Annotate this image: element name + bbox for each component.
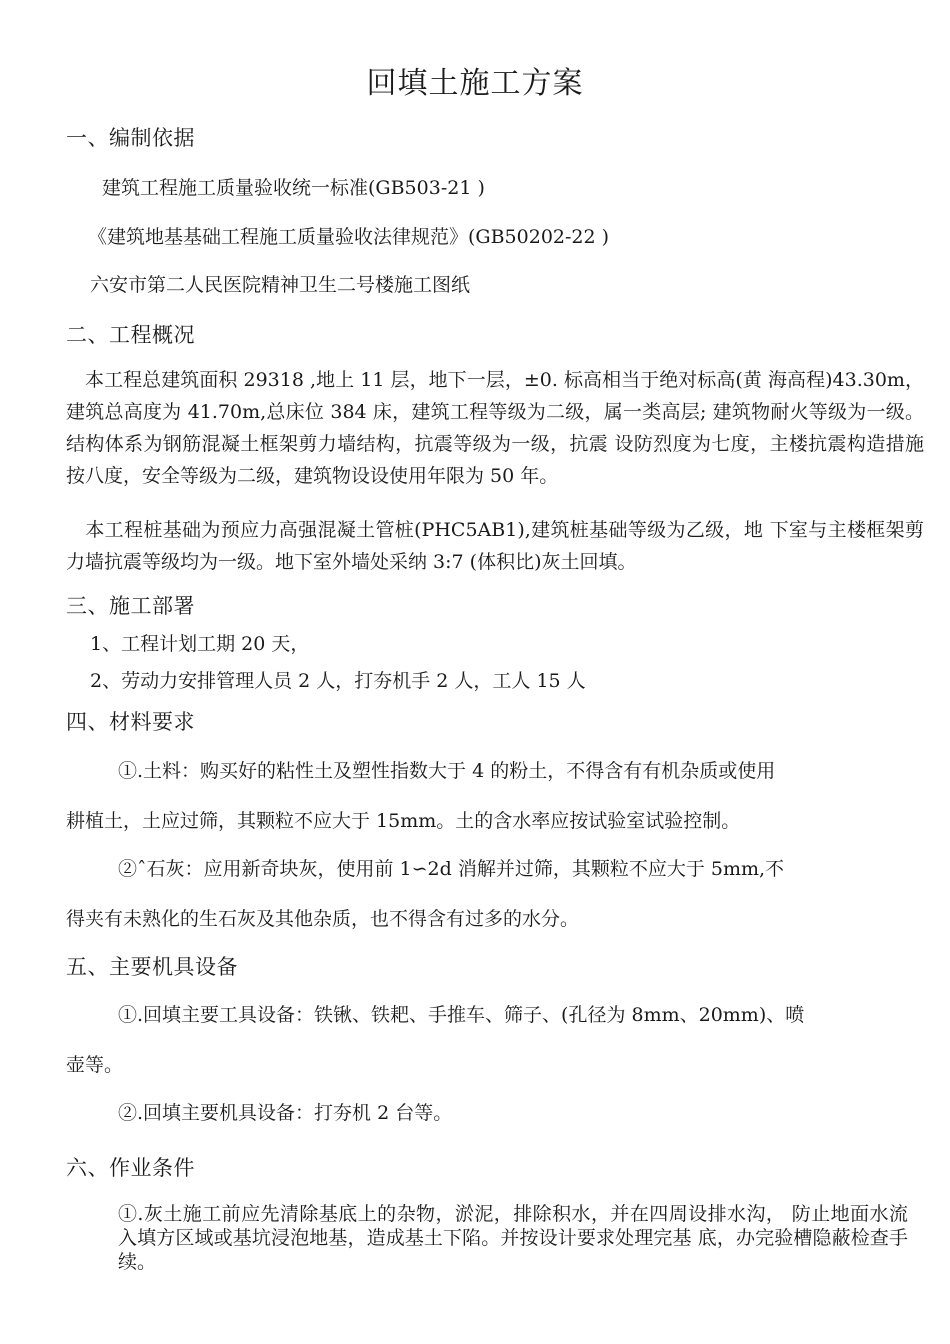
deployment-item: 1、工程计划工期 20 天， [90,633,310,655]
section-heading-equipment: 五、主要机具设备 [66,955,238,979]
section-heading-overview: 二、工程概况 [66,323,195,347]
section-heading-conditions: 六、作业条件 [66,1156,195,1180]
overview-paragraph: 本工程总建筑面积 29318 ,地上 11 层，地下一层，±0. 标高相当于绝对标高(黄 海高程)43.30m，建筑总高度为 41.70m,总床位 384 床，建筑工程等级为二级，属一类高层; 建筑物耐火等级为一级。结构体系为钢筋混凝土框架剪力墙结构，抗震等级为一级，抗震 设防烈度为七度，主楼抗震构造措施按八度，安全等级为二级，建筑物设设使用年限为 50 年。 [66,369,924,487]
materials-item-lime: ②ˆ石灰：应用新奇块灰，使用前 1∽2d 消解并过筛，其颗粒不应大于 5mm,不 [118,858,785,880]
deployment-item: 2、劳动力安排管理人员 2 人，打夯机手 2 人，工人 15 人 [90,670,586,692]
equipment-item-machines: ②.回填主要机具设备：打夯机 2 台等。 [118,1102,453,1124]
section-heading-deployment: 三、施工部署 [66,594,195,618]
section-heading-materials: 四、材料要求 [66,710,195,734]
materials-item-soil: ①.土料：购买好的粘性土及塑性指数大于 4 的粉土，不得含有有机杂质或使用 [118,760,776,782]
equipment-item-tools-cont: 壶等。 [66,1054,124,1076]
section-heading-basis: 一、编制依据 [66,126,195,150]
conditions-item: ①.灰土施工前应先清除基底上的杂物，淤泥，排除积水，并在四周设排水沟， 防止地面水流入填方区域或基坑浸泡地基，造成基土下陷。并按设计要求处理完基 底，办完验槽隐蔽检查手续。 [118,1203,908,1273]
materials-item-soil-cont: 耕植土，土应过筛，其颗粒不应大于 15mm。土的含水率应按试验室试验控制。 [66,810,741,832]
overview-paragraph: 本工程桩基础为预应力高强混凝土管桩(PHC5AB1),建筑桩基础等级为乙级，地 下室与主楼框架剪力墙抗震等级均为一级。地下室外墙处采纳 3:7 (体积比)灰土回填。 [66,519,924,573]
basis-item: 六安市第二人民医院精神卫生二号楼施工图纸 [90,274,471,296]
materials-item-lime-cont: 得夹有未熟化的生石灰及其他杂质，也不得含有过多的水分。 [66,908,580,930]
equipment-item-tools: ①.回填主要工具设备：铁锹、铁耙、手推车、筛子、(孔径为 8mm、20mm)、喷 [118,1004,805,1026]
basis-item: 《建筑地基基础工程施工质量验收法律规范》(GB50202-22 ) [88,226,610,248]
document-title: 回填土施工方案 [366,66,584,101]
basis-item: 建筑工程施工质量验收统一标准(GB503-21 ) [102,177,485,199]
